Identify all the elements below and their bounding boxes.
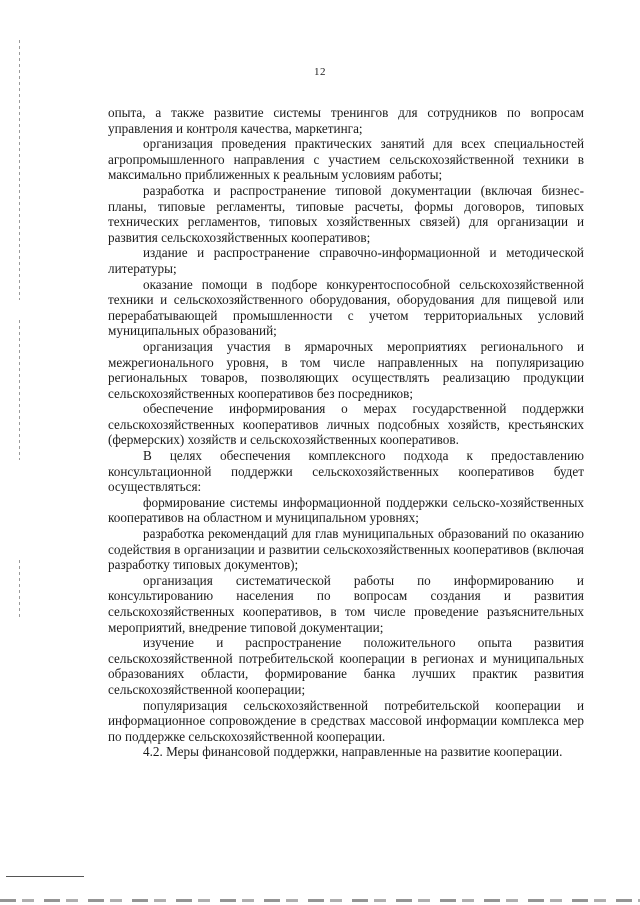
paragraph: разработка и распространение типовой документации (включая бизнес-планы, типовые регламенты, типовые расчеты, формы договоров, типовых технических регламентов, типовых хозяйственных связей) для организации и развития сельскохозяйственных кооперативов; bbox=[108, 182, 584, 245]
paragraph: организация участия в ярмарочных мероприятиях регионального и межрегионального уровня, в том числе направленных на популяризацию региональных товаров, позволяющих осуществлять реализацию продукции сельскохозяйственных кооперативов без посредников; bbox=[108, 338, 584, 401]
paragraph: обеспечение информирования о мерах государственной поддержки сельскохозяйственных кооперативов личных подсобных хозяйств, крестьянских (фермерских) хозяйств и сельскохозяйственных кооперативов. bbox=[108, 401, 584, 448]
paragraph: формирование системы информационной поддержки сельско-хозяйственных кооперативов на областном и муниципальном уровнях; bbox=[108, 494, 584, 526]
paragraph: изучение и распространение положительного опыта развития сельскохозяйственной потребительской кооперации в регионах и муниципальных образованиях области, формирование банка лучших практик развития сельскохозяйственной кооперации; bbox=[108, 635, 584, 697]
paragraph: издание и распространение справочно-информационной и методической литературы; bbox=[108, 245, 584, 276]
footer-rule bbox=[6, 876, 84, 877]
paragraph: организация проведения практических занятий для всех специальностей агропромышленного направления с участием сельскохозяйственной техники в максимально приближенных к реальным условиям работы; bbox=[108, 136, 584, 183]
scan-margin-line-top bbox=[19, 40, 20, 300]
paragraph: В целях обеспечения комплексного подхода к предоставлению консультационной поддержки сельскохозяйственных кооперативов будет осуществляться: bbox=[108, 448, 584, 495]
page-number: 12 bbox=[314, 66, 326, 78]
paragraph: оказание помощи в подборе конкурентоспособной сельскохозяйственной техники и сельскохозяйственного оборудования, оборудования для пищевой или перерабатывающей промышленности с учетом территориальных условий муниципальных образований; bbox=[108, 276, 584, 339]
scan-edge-strip bbox=[0, 899, 640, 902]
paragraph: разработка рекомендаций для глав муниципальных образований по оказанию содействия в организации и развитии сельскохозяйственных кооперативов (включая разработку типовых документов); bbox=[108, 526, 584, 573]
paragraph: опыта, а также развитие системы тренингов для сотрудников по вопросам управления и контроля качества, маркетинга; bbox=[108, 105, 584, 136]
paragraph: популяризация сельскохозяйственной потребительской кооперации и информационное сопровождение в средствах массовой информации комплекса мер по поддержке сельскохозяйственной кооперации. bbox=[108, 697, 584, 744]
paragraph: организация систематической работы по информированию и консультированию населения по вопросам создания и развития сельскохозяйственных кооперативов, в том числе проведение разъяснительных мероприятий, внедрение типовой документации; bbox=[108, 572, 584, 635]
scan-margin-line-lower bbox=[19, 560, 20, 620]
scan-margin-line-middle bbox=[19, 320, 20, 460]
document-body bbox=[108, 105, 584, 760]
paragraph: 4.2. Меры финансовой поддержки, направленные на развитие кооперации. bbox=[143, 744, 563, 760]
